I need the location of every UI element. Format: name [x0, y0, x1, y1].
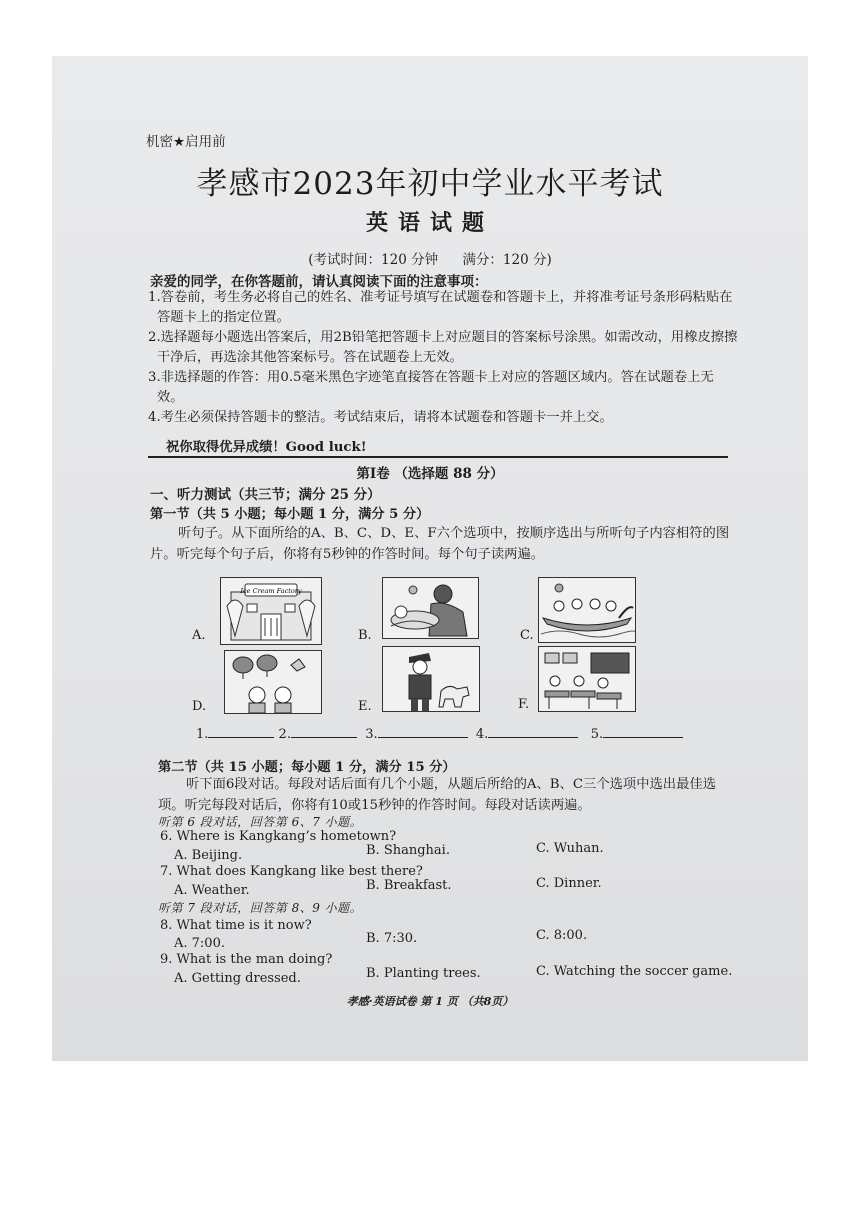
option-7b[interactable]: B. Breakfast.: [366, 878, 452, 893]
blank-label: 2.: [278, 727, 291, 742]
picture-label-e: E.: [358, 699, 372, 714]
question-6: 6. Where is Kangkang’s hometown?: [160, 829, 397, 844]
subject-title: 英语试题: [365, 210, 494, 236]
option-9b[interactable]: B. Planting trees.: [366, 966, 481, 981]
part-title: 第Ⅰ卷 （选择题 88 分）: [356, 466, 504, 482]
picture-label-c: C.: [520, 628, 534, 643]
instruction-item: 3.非选择题的作答：用0.5毫米黑色字迹笔直接答在答题卡上对应的答题区域内。答在试题卷上无效。: [148, 370, 714, 405]
mother-care-child-picture: [382, 577, 479, 639]
dialog-6-prompt: 听第 6 段对话，回答第 6、7 小题。: [158, 815, 363, 829]
answer-blank-2[interactable]: [291, 737, 357, 738]
question-7: 7. What does Kangkang like best there?: [160, 864, 423, 879]
question-8: 8. What time is it now?: [160, 918, 312, 933]
picture-label-f: F.: [518, 697, 530, 712]
option-8a[interactable]: A. 7:00.: [174, 936, 225, 951]
answer-blank-1[interactable]: [208, 737, 274, 738]
picture-label-b: B.: [358, 628, 372, 643]
question-9: 9. What is the man doing?: [160, 952, 333, 967]
picture-label-d: D.: [192, 699, 207, 714]
policeman-dog-picture: [382, 646, 480, 712]
good-luck-text: 祝你取得优异成绩！Good luck!: [166, 440, 367, 455]
section2-title: 第二节（共 15 小题；每小题 1 分，满分 15 分）: [158, 760, 456, 775]
exam-time: (考试时间：120 分钟: [308, 252, 439, 268]
instructions-intro: 亲爱的同学，在你答题前，请认真阅读下面的注意事项：: [150, 274, 488, 290]
section1-instructions: [150, 523, 735, 565]
lanterns-picture: [224, 650, 322, 714]
dragon-boat-picture: [538, 577, 636, 643]
picture-label-a: A.: [192, 628, 206, 643]
option-8c[interactable]: C. 8:00.: [536, 928, 588, 943]
exam-time-score: [0, 248, 860, 268]
section1-title: 第一节（共 5 小题；每小题 1 分，满分 5 分）: [150, 507, 430, 522]
exam-title: 孝感市2023年初中学业水平考试: [196, 166, 664, 202]
blank-label: 1.: [196, 727, 209, 742]
answer-blank-5[interactable]: [603, 737, 683, 738]
section2-instructions: [158, 774, 723, 816]
factory-sign-text: Ice Cream Factory: [240, 587, 302, 595]
option-9c[interactable]: C. Watching the soccer game.: [536, 964, 733, 979]
blank-label: 5.: [590, 727, 604, 742]
instruction-item: 2.选择题每小题选出答案后，用2B铅笔把答题卡上对应题目的答案标号涂黑。如需改动，用橡皮擦擦干净后，再选涂其他答案标号。答在试题卷上无效。: [148, 330, 738, 365]
divider-line: [148, 456, 728, 458]
instruction-item: 4.考生必须保持答题卡的整洁。考试结束后，请将本试题卷和答题卡一并上交。: [148, 410, 613, 425]
blank-label: 3.: [365, 727, 378, 742]
classroom-picture: [538, 646, 636, 712]
option-6b[interactable]: B. Shanghai.: [366, 843, 450, 858]
option-9a[interactable]: A. Getting dressed.: [174, 971, 301, 986]
dialog-7-prompt: 听第 7 段对话，回答第 8、9 小题。: [158, 901, 363, 915]
instructions-list: [148, 288, 738, 428]
blank-label: 4.: [475, 727, 489, 742]
answer-blanks: [196, 727, 683, 742]
answer-blank-3[interactable]: [378, 737, 468, 738]
section1-instruction-text: 听句子。从下面所给的A、B、C、D、E、F六个选项中，按顺序选出与所听句子内容相符的图片。听完每个句子后，你将有5秒钟的作答时间。每个句子读两遍。: [150, 526, 730, 562]
page-footer: 孝感·英语试卷 第 1 页 （共8页）: [346, 995, 514, 1008]
instruction-item: 1.答卷前，考生务必将自己的姓名、准考证号填写在试题卷和答题卡上，并将准考证号条形码粘贴在答题卡上的指定位置。: [148, 290, 733, 325]
option-6a[interactable]: A. Beijing.: [174, 848, 243, 863]
answer-blank-4[interactable]: [488, 737, 578, 738]
section2-instruction-text: 听下面6段对话。每段对话后面有几个小题，从题后所给的A、B、C三个选项中选出最佳选项。听完每段对话后，你将有10或15秒钟的作答时间。每段对话读两遍。: [158, 777, 716, 813]
confidential-label: 机密★启用前: [146, 134, 226, 150]
ice-cream-factory-picture: [220, 577, 322, 645]
option-7a[interactable]: A. Weather.: [174, 883, 250, 898]
section-title: 一、听力测试（共三节；满分 25 分）: [150, 487, 381, 503]
option-7c[interactable]: C. Dinner.: [536, 876, 602, 891]
option-6c[interactable]: C. Wuhan.: [536, 841, 604, 856]
exam-score: 满分：120 分): [462, 252, 552, 268]
option-8b[interactable]: B. 7:30.: [366, 931, 418, 946]
